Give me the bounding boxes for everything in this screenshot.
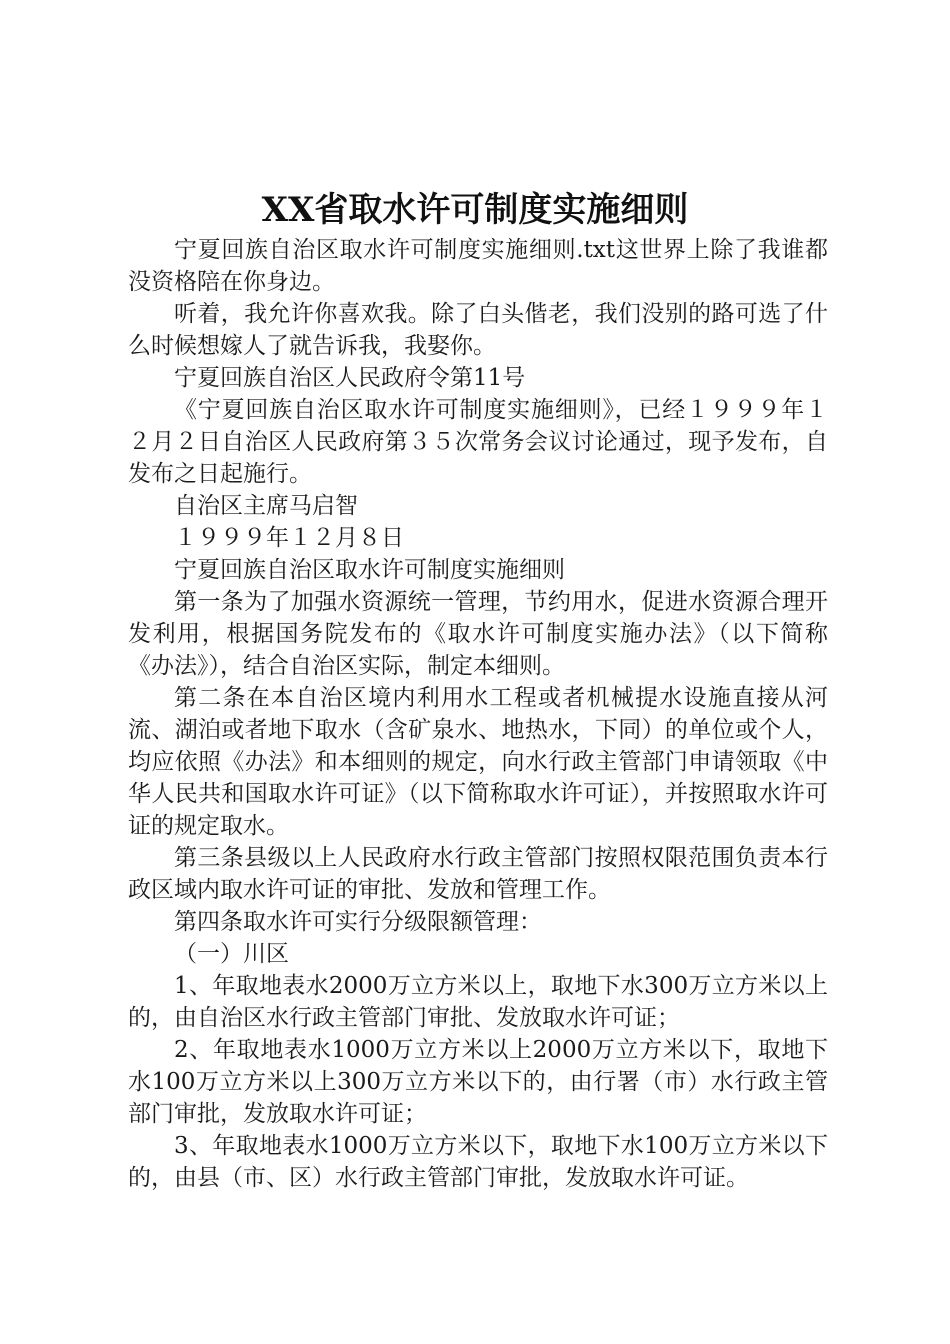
paragraph: 3、年取地表水1000万立方米以下，取地下水100万立方米以下的，由县（市、区）水行政主管部门审批，发放取水许可证。 <box>128 1133 828 1191</box>
paragraph: 听着，我允许你喜欢我。除了白头偕老，我们没别的路可选了什么时候想嫁人了就告诉我，我娶你。 <box>128 301 828 359</box>
paragraph: 第一条为了加强水资源统一管理，节约用水，促进水资源合理开发利用，根据国务院发布的《取水许可制度实施办法》（以下简称《办法》），结合自治区实际，制定本细则。 <box>128 589 828 679</box>
document-title: XX省取水许可制度实施细则 <box>261 190 689 230</box>
paragraph: 宁夏回族自治区取水许可制度实施细则.txt这世界上除了我谁都没资格陪在你身边。 <box>128 237 828 295</box>
paragraph: 第三条县级以上人民政府水行政主管部门按照权限范围负责本行政区域内取水许可证的审批、发放和管理工作。 <box>128 845 828 903</box>
paragraph: 第四条取水许可实行分级限额管理： <box>174 909 542 935</box>
paragraph: 2、年取地表水1000万立方米以上2000万立方米以下，取地下水100万立方米以上300万立方米以下的，由行署（市）水行政主管部门审批，发放取水许可证； <box>128 1037 828 1127</box>
paragraph: １９９９年１２月８日 <box>174 525 404 551</box>
paragraph: 1、年取地表水2000万立方米以上，取地下水300万立方米以上的，由自治区水行政主管部门审批、发放取水许可证； <box>128 973 828 1031</box>
paragraph: （一）川区 <box>174 941 289 967</box>
paragraph: 自治区主席马启智 <box>174 493 358 519</box>
paragraph: 第二条在本自治区境内利用水工程或者机械提水设施直接从河流、湖泊或者地下取水（含矿泉水、地热水，下同）的单位或个人，均应依照《办法》和本细则的规定，向水行政主管部门申请领取《中华人民共和国取水许可证》（以下简称取水许可证），并按照取水许可证的规定取水。 <box>128 685 828 839</box>
paragraph: 《宁夏回族自治区取水许可制度实施细则》，已经１９９９年１２月２日自治区人民政府第３５次常务会议讨论通过，现予发布，自发布之日起施行。 <box>128 397 828 487</box>
paragraph: 宁夏回族自治区取水许可制度实施细则 <box>174 557 565 583</box>
paragraph: 宁夏回族自治区人民政府令第11号 <box>174 365 526 391</box>
document-body <box>128 234 828 1194</box>
